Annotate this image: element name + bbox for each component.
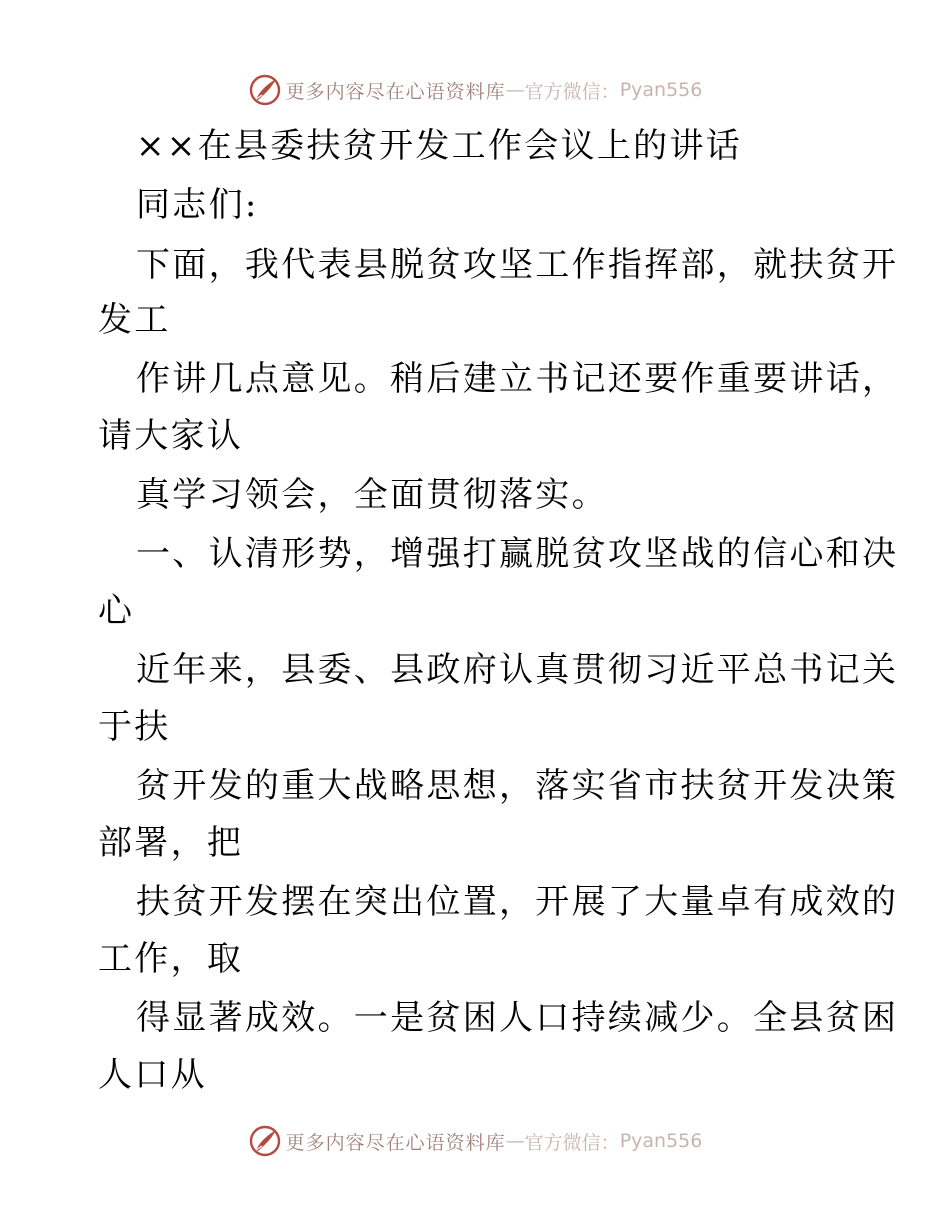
paragraph-line: 于扶 <box>98 707 171 747</box>
banner-wechat-label: 官方微信： <box>524 1131 620 1154</box>
paragraph-line: 真学习领会，全面贯彻落实。 <box>136 475 608 515</box>
paragraph-line: 下面，我代表县脱贫攻坚工作指挥部，就扶贫开 <box>136 245 899 285</box>
footer-watermark-banner <box>0 1121 950 1161</box>
paragraph-line: 近年来，县委、县政府认真贯彻习近平总书记关 <box>136 650 899 690</box>
paragraph-line: 发工 <box>98 300 171 340</box>
banner-dash: — <box>505 1130 525 1152</box>
section-heading-continuation: 心 <box>98 591 135 631</box>
banner-site-text: 更多内容尽在心语资料库 <box>285 1131 506 1154</box>
section-heading: 一、认清形势，增强打赢脱贫攻坚战的信心和决 <box>136 534 899 574</box>
document-greeting: 同志们: <box>136 185 259 225</box>
quill-pen-icon <box>248 1124 282 1158</box>
paragraph-line: 请大家认 <box>98 416 244 456</box>
banner-wechat-id: Pyan556 <box>619 1130 703 1152</box>
paragraph-line: 部署，把 <box>98 823 244 863</box>
banner-dash: — <box>505 79 525 101</box>
banner-site-text: 更多内容尽在心语资料库 <box>285 80 506 103</box>
paragraph-line: 人口从 <box>98 1055 207 1095</box>
paragraph-line: 贫开发的重大战略思想，落实省市扶贫开发决策 <box>136 766 899 806</box>
paragraph-line: 得显著成效。一是贫困人口持续减少。全县贫困 <box>136 998 899 1038</box>
document-title: ××在县委扶贫开发工作会议上的讲话 <box>136 126 743 166</box>
banner-wechat-id: Pyan556 <box>619 79 703 101</box>
paragraph-line: 扶贫开发摆在突出位置，开展了大量卓有成效的 <box>136 882 899 922</box>
paragraph-line: 工作，取 <box>98 939 244 979</box>
paragraph-line: 作讲几点意见。稍后建立书记还要作重要讲话， <box>136 359 899 399</box>
banner-wechat-label: 官方微信： <box>524 80 620 103</box>
